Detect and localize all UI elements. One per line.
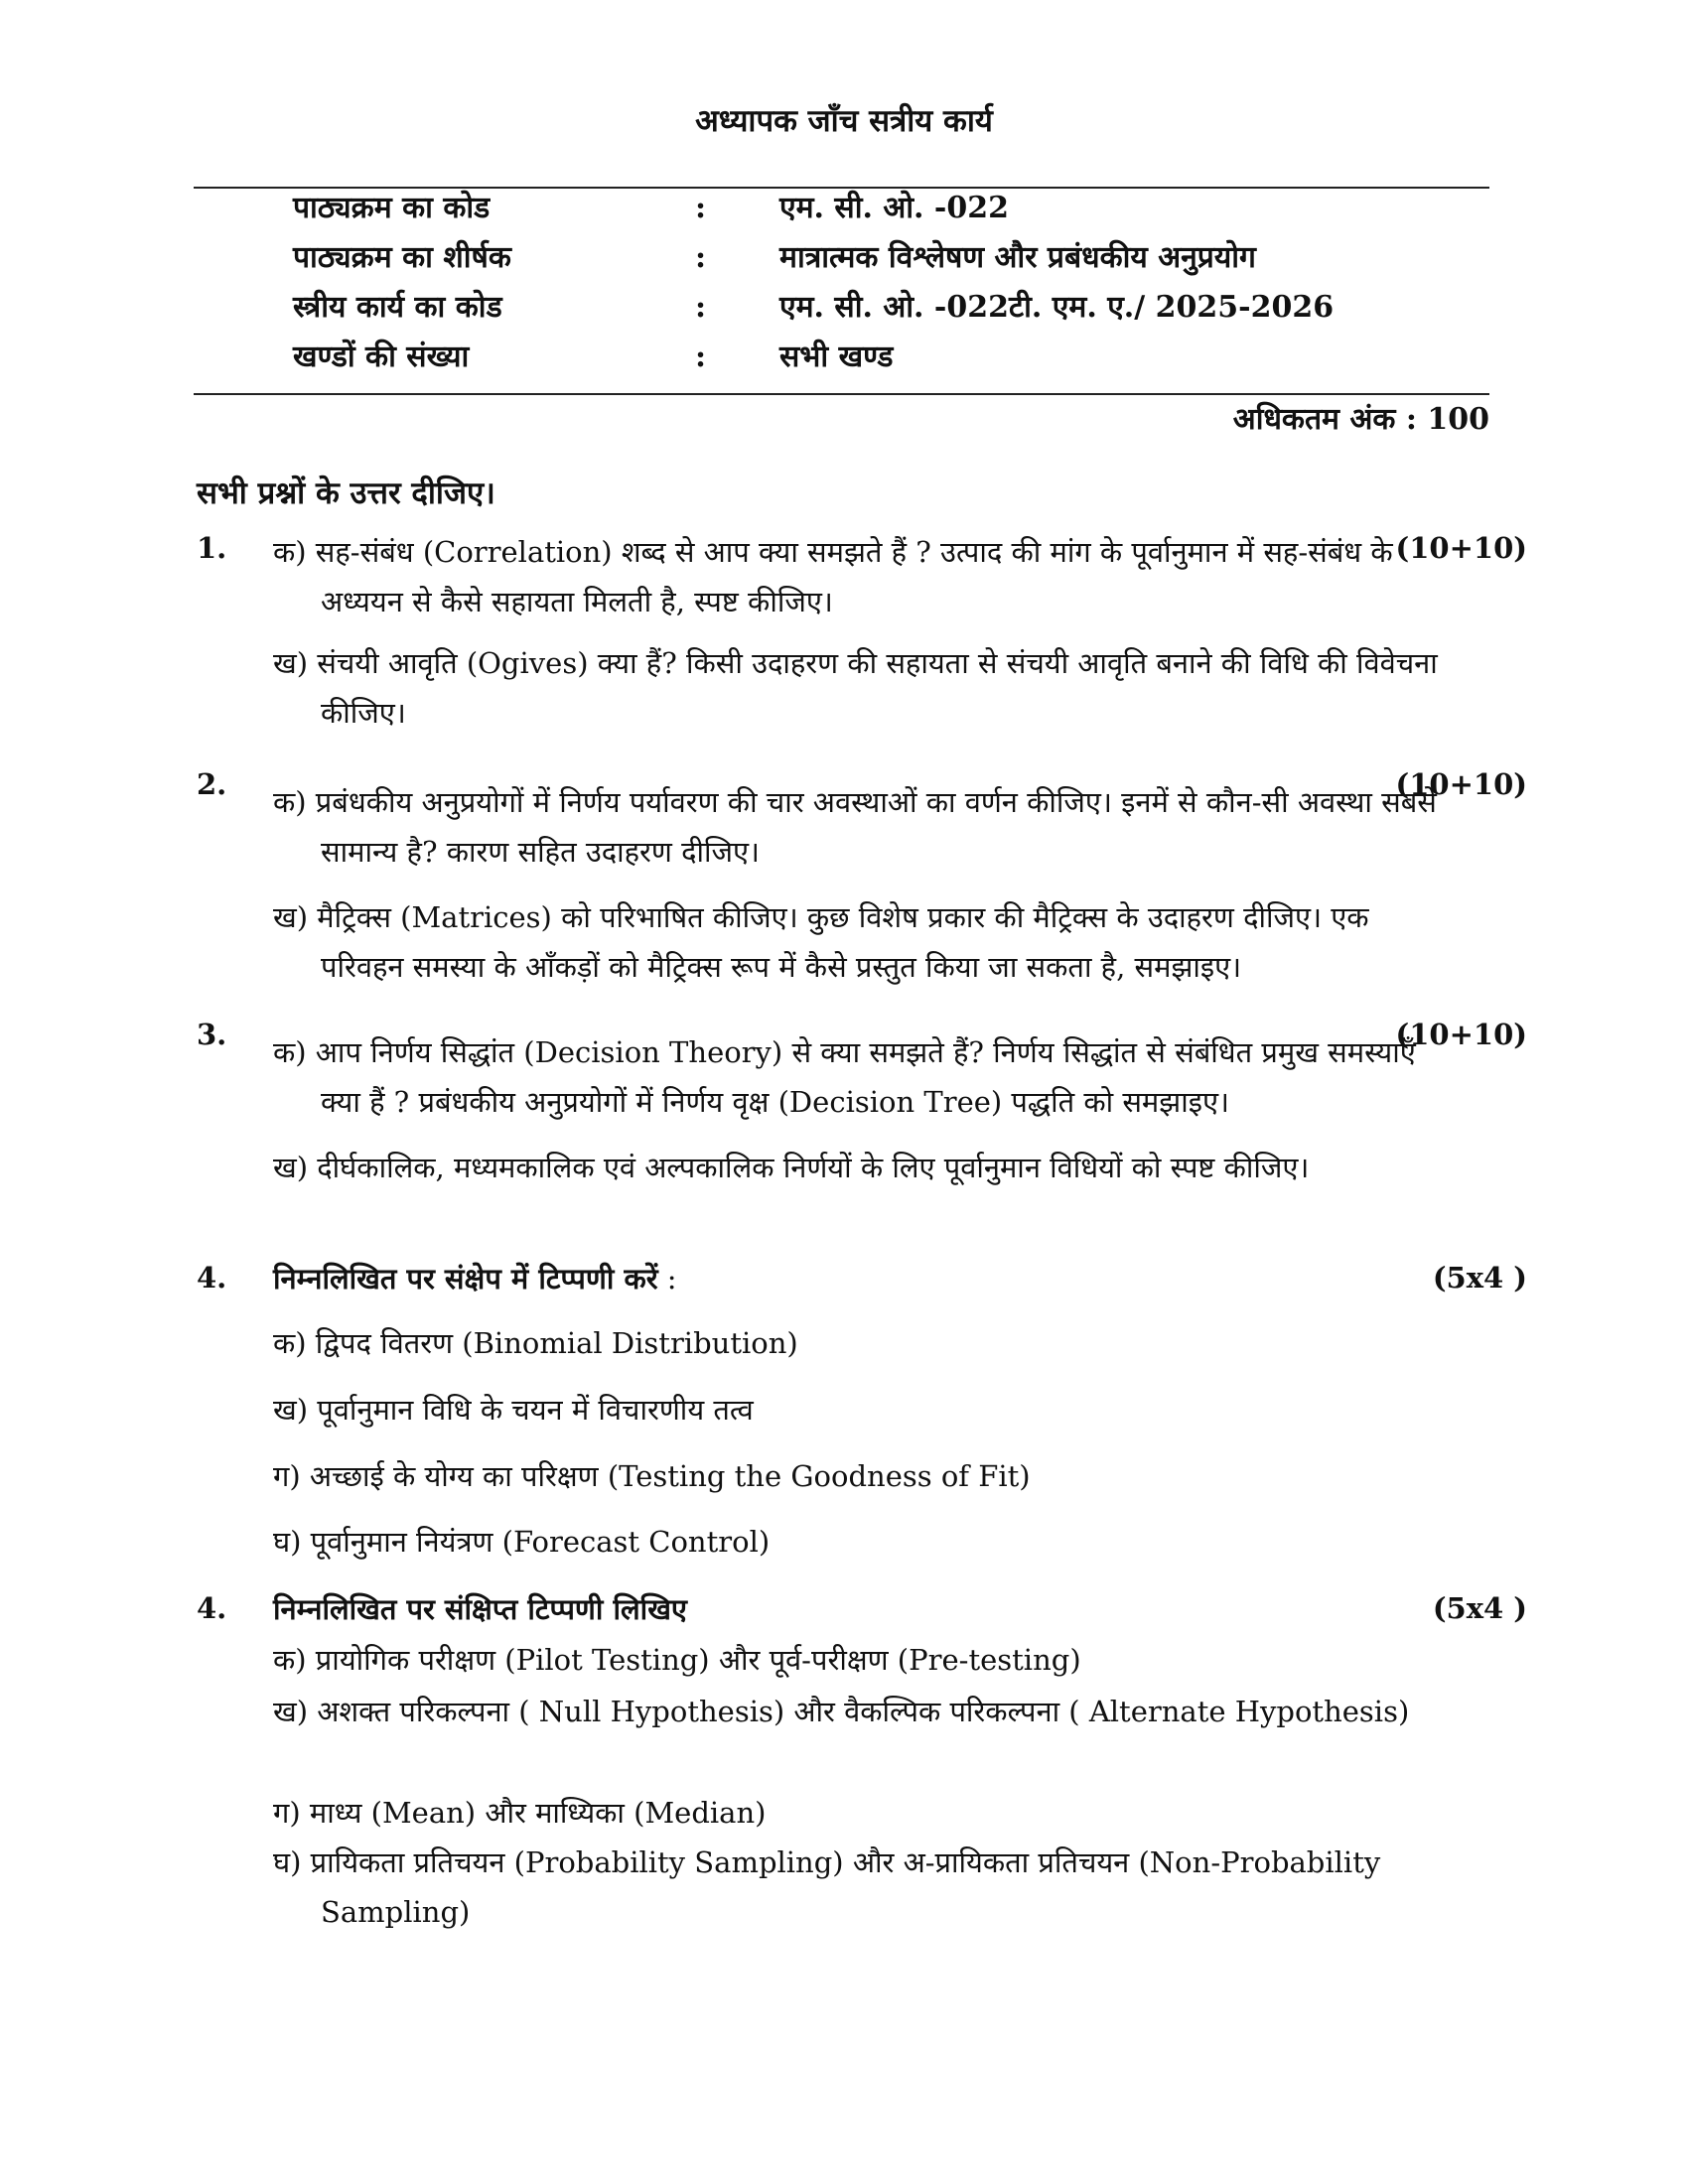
question-part: क) प्रबंधकीय अनुप्रयोगों में निर्णय पर्यावरण की चार अवस्थाओं का वर्णन कीजिए। इनमें से कौन-सी अवस्था सबसे सामान्य है? कारण सहित उदाहरण दीजिए।: [273, 785, 1437, 869]
info-row-blocks: [293, 338, 1435, 387]
list-item: ख) अशक्त परिकल्पना ( Null Hypothesis) और वैकल्पिक परिकल्पना ( Alternate Hypothesis): [273, 1695, 1410, 1728]
info-label: पाठ्यक्रम का शीर्षक: [293, 240, 511, 275]
info-colon: :: [695, 240, 707, 275]
max-marks: अधिकतम अंक : 100: [1232, 402, 1489, 437]
question-number: 1.: [197, 531, 227, 565]
question-number: 4.: [197, 1261, 227, 1295]
question-number: 3.: [197, 1018, 227, 1051]
info-value: एम. सी. ओ. -022: [779, 191, 1010, 225]
list-item: क) प्रायोगिक परीक्षण (Pilot Testing) और पूर्व-परीक्षण (Pre-testing): [273, 1643, 1081, 1677]
list-item: ख) पूर्वानुमान विधि के चयन में विचारणीय तत्व: [273, 1393, 754, 1427]
info-label: खण्डों की संख्या: [293, 340, 470, 374]
question-part: क) सह-संबंध (Correlation) शब्द से आप क्या समझते हैं ? उत्पाद की मांग के पूर्वानुमान में सह-संबंध के अध्ययन से कैसे सहायता मिलती है, स्पष्ट कीजिए।: [273, 535, 1393, 618]
bottom-divider: [194, 393, 1489, 395]
list-item: घ) पूर्वानुमान नियंत्रण (Forecast Control): [273, 1525, 771, 1559]
info-value: सभी खण्ड: [779, 340, 894, 374]
question-heading: [273, 1259, 677, 1297]
question-part: क) आप निर्णय सिद्धांत (Decision Theory) से क्या समझते हैं? निर्णय सिद्धांत से संबंधित प्रमुख समस्याएँ क्या हैं ? प्रबंधकीय अनुप्रयोगों में निर्णय वृक्ष (Decision Tree) पद्धति को समझाइए।: [273, 1035, 1416, 1119]
instruction: सभी प्रश्नों के उत्तर दीजिए।: [197, 476, 495, 511]
question-part: ख) दीर्घकालिक, मध्यमकालिक एवं अल्पकालिक निर्णयों के लिए पूर्वानुमान विधियों को स्पष्ट कीजिए।: [273, 1151, 1310, 1184]
question-marks: (10+10): [1395, 767, 1527, 801]
list-item: क) द्विपद वितरण (Binomial Distribution): [273, 1326, 798, 1360]
question-marks: (10+10): [1395, 531, 1527, 565]
info-row-assignment-code: [293, 288, 1435, 338]
info-value: मात्रात्मक विश्लेषण और प्रबंधकीय अनुप्रयोग: [779, 240, 1256, 275]
info-label: स्त्रीय कार्य का कोड: [293, 290, 502, 325]
question-heading: निम्नलिखित पर संक्षिप्त टिप्पणी लिखिए: [273, 1592, 687, 1626]
info-colon: :: [695, 340, 707, 374]
info-colon: :: [695, 191, 707, 225]
question-heading-text: निम्नलिखित पर संक्षेप में टिप्पणी करें: [273, 1262, 658, 1296]
question-part: ख) मैट्रिक्स (Matrices) को परिभाषित कीजिए। कुछ विशेष प्रकार की मैट्रिक्स के उदाहरण दीजिए। एक परिवहन समस्या के आँकड़ों को मैट्रिक्स रूप में कैसे प्रस्तुत किया जा सकता है, समझाइए।: [273, 900, 1369, 984]
list-item: ग) माध्य (Mean) और माध्यिका (Median): [273, 1796, 767, 1830]
question-number: 2.: [197, 767, 227, 801]
course-info-block: [293, 189, 1435, 387]
info-row-course-title: [293, 238, 1435, 288]
list-item: घ) प्रायिकता प्रतिचयन (Probability Sampling) और अ-प्रायिकता प्रतिचयन (Non-Probability Sampling): [273, 1845, 1381, 1929]
question-marks: (10+10): [1395, 1018, 1527, 1051]
info-row-course-code: [293, 189, 1435, 238]
info-label: पाठ्यक्रम का कोड: [293, 191, 491, 225]
info-colon: :: [695, 290, 707, 325]
question-marks: (5x4 ): [1432, 1591, 1527, 1625]
page-title: अध्यापक जाँच सत्रीय कार्य: [695, 103, 993, 139]
info-value: एम. सी. ओ. -022टी. एम. ए./ 2025-2026: [779, 290, 1335, 325]
question-part: ख) संचयी आवृति (Ogives) क्या हैं? किसी उदाहरण की सहायता से संचयी आवृति बनाने की विधि की विवेचना कीजिए।: [273, 646, 1438, 730]
question-heading-suffix: :: [657, 1262, 677, 1296]
question-marks: (5x4 ): [1432, 1261, 1527, 1295]
question-number: 4.: [197, 1591, 227, 1625]
list-item: ग) अच्छाई के योग्य का परिक्षण (Testing the Goodness of Fit): [273, 1459, 1031, 1493]
